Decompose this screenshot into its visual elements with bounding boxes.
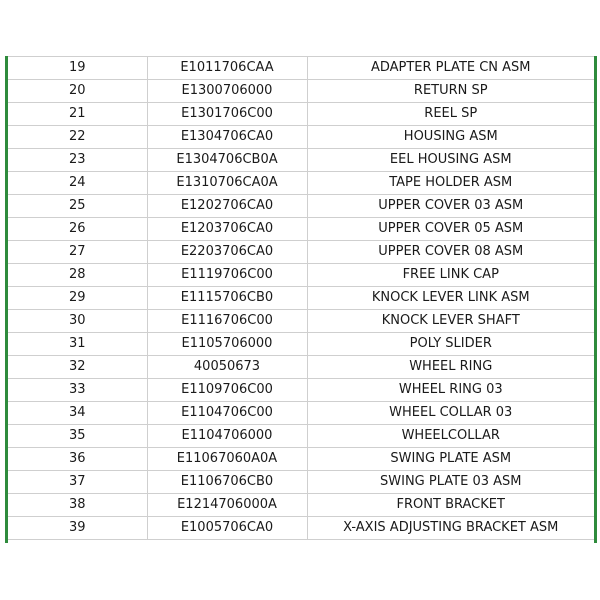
item-number-cell: 38 — [8, 494, 147, 517]
part-description-cell: WHEELCOLLAR — [307, 425, 594, 448]
item-number-cell: 27 — [8, 241, 147, 264]
item-number-cell: 35 — [8, 425, 147, 448]
item-number-cell: 32 — [8, 356, 147, 379]
part-description-cell: FRONT BRACKET — [307, 494, 594, 517]
part-description-cell: FREE LINK CAP — [307, 264, 594, 287]
item-number-cell: 25 — [8, 195, 147, 218]
part-code-cell: E1005706CA0 — [147, 517, 307, 540]
table-row — [8, 471, 594, 494]
item-number-cell: 23 — [8, 149, 147, 172]
part-code-cell: E1106706CB0 — [147, 471, 307, 494]
item-number-cell: 39 — [8, 517, 147, 540]
table-row — [8, 80, 594, 103]
item-number-cell: 36 — [8, 448, 147, 471]
table-row — [8, 218, 594, 241]
table-row — [8, 195, 594, 218]
table-row — [8, 126, 594, 149]
part-code-cell: E1109706C00 — [147, 379, 307, 402]
item-number-cell: 19 — [8, 57, 147, 80]
table-row — [8, 425, 594, 448]
part-description-cell: WHEEL RING — [307, 356, 594, 379]
item-number-cell: 31 — [8, 333, 147, 356]
table-row — [8, 149, 594, 172]
item-number-cell: 29 — [8, 287, 147, 310]
part-description-cell: UPPER COVER 05 ASM — [307, 218, 594, 241]
part-description-cell: EEL HOUSING ASM — [307, 149, 594, 172]
part-code-cell: E1203706CA0 — [147, 218, 307, 241]
part-description-cell: ADAPTER PLATE CN ASM — [307, 57, 594, 80]
item-number-cell: 34 — [8, 402, 147, 425]
table-row — [8, 57, 594, 80]
part-description-cell: WHEEL RING 03 — [307, 379, 594, 402]
parts-table-body — [8, 57, 594, 540]
part-description-cell: UPPER COVER 03 ASM — [307, 195, 594, 218]
item-number-cell: 21 — [8, 103, 147, 126]
part-code-cell: E1119706C00 — [147, 264, 307, 287]
part-code-cell: E1105706000 — [147, 333, 307, 356]
part-code-cell: E11067060A0A — [147, 448, 307, 471]
part-code-cell: E1300706000 — [147, 80, 307, 103]
part-description-cell: SWING PLATE 03 ASM — [307, 471, 594, 494]
part-description-cell: RETURN SP — [307, 80, 594, 103]
part-code-cell: 40050673 — [147, 356, 307, 379]
parts-table — [8, 56, 594, 540]
part-code-cell: E1304706CB0A — [147, 149, 307, 172]
item-number-cell: 37 — [8, 471, 147, 494]
table-row — [8, 356, 594, 379]
table-row — [8, 402, 594, 425]
part-code-cell: E1104706C00 — [147, 402, 307, 425]
parts-table-frame — [5, 56, 597, 543]
item-number-cell: 30 — [8, 310, 147, 333]
part-code-cell: E1214706000A — [147, 494, 307, 517]
item-number-cell: 22 — [8, 126, 147, 149]
part-description-cell: HOUSING ASM — [307, 126, 594, 149]
table-row — [8, 333, 594, 356]
table-row — [8, 103, 594, 126]
part-description-cell: KNOCK LEVER LINK ASM — [307, 287, 594, 310]
item-number-cell: 24 — [8, 172, 147, 195]
part-code-cell: E1301706C00 — [147, 103, 307, 126]
part-code-cell: E1011706CAA — [147, 57, 307, 80]
part-description-cell: KNOCK LEVER SHAFT — [307, 310, 594, 333]
part-description-cell: POLY SLIDER — [307, 333, 594, 356]
part-description-cell: SWING PLATE ASM — [307, 448, 594, 471]
table-row — [8, 448, 594, 471]
item-number-cell: 26 — [8, 218, 147, 241]
part-description-cell: UPPER COVER 08 ASM — [307, 241, 594, 264]
item-number-cell: 28 — [8, 264, 147, 287]
table-row — [8, 494, 594, 517]
part-code-cell: E1104706000 — [147, 425, 307, 448]
table-row — [8, 264, 594, 287]
table-row — [8, 379, 594, 402]
part-code-cell: E1304706CA0 — [147, 126, 307, 149]
table-row — [8, 287, 594, 310]
table-row — [8, 517, 594, 540]
part-description-cell: X-AXIS ADJUSTING BRACKET ASM — [307, 517, 594, 540]
item-number-cell: 20 — [8, 80, 147, 103]
part-description-cell: WHEEL COLLAR 03 — [307, 402, 594, 425]
item-number-cell: 33 — [8, 379, 147, 402]
part-description-cell: REEL SP — [307, 103, 594, 126]
part-code-cell: E2203706CA0 — [147, 241, 307, 264]
part-code-cell: E1116706C00 — [147, 310, 307, 333]
table-row — [8, 310, 594, 333]
part-code-cell: E1202706CA0 — [147, 195, 307, 218]
part-code-cell: E1310706CA0A — [147, 172, 307, 195]
table-row — [8, 241, 594, 264]
table-row — [8, 172, 594, 195]
part-code-cell: E1115706CB0 — [147, 287, 307, 310]
part-description-cell: TAPE HOLDER ASM — [307, 172, 594, 195]
